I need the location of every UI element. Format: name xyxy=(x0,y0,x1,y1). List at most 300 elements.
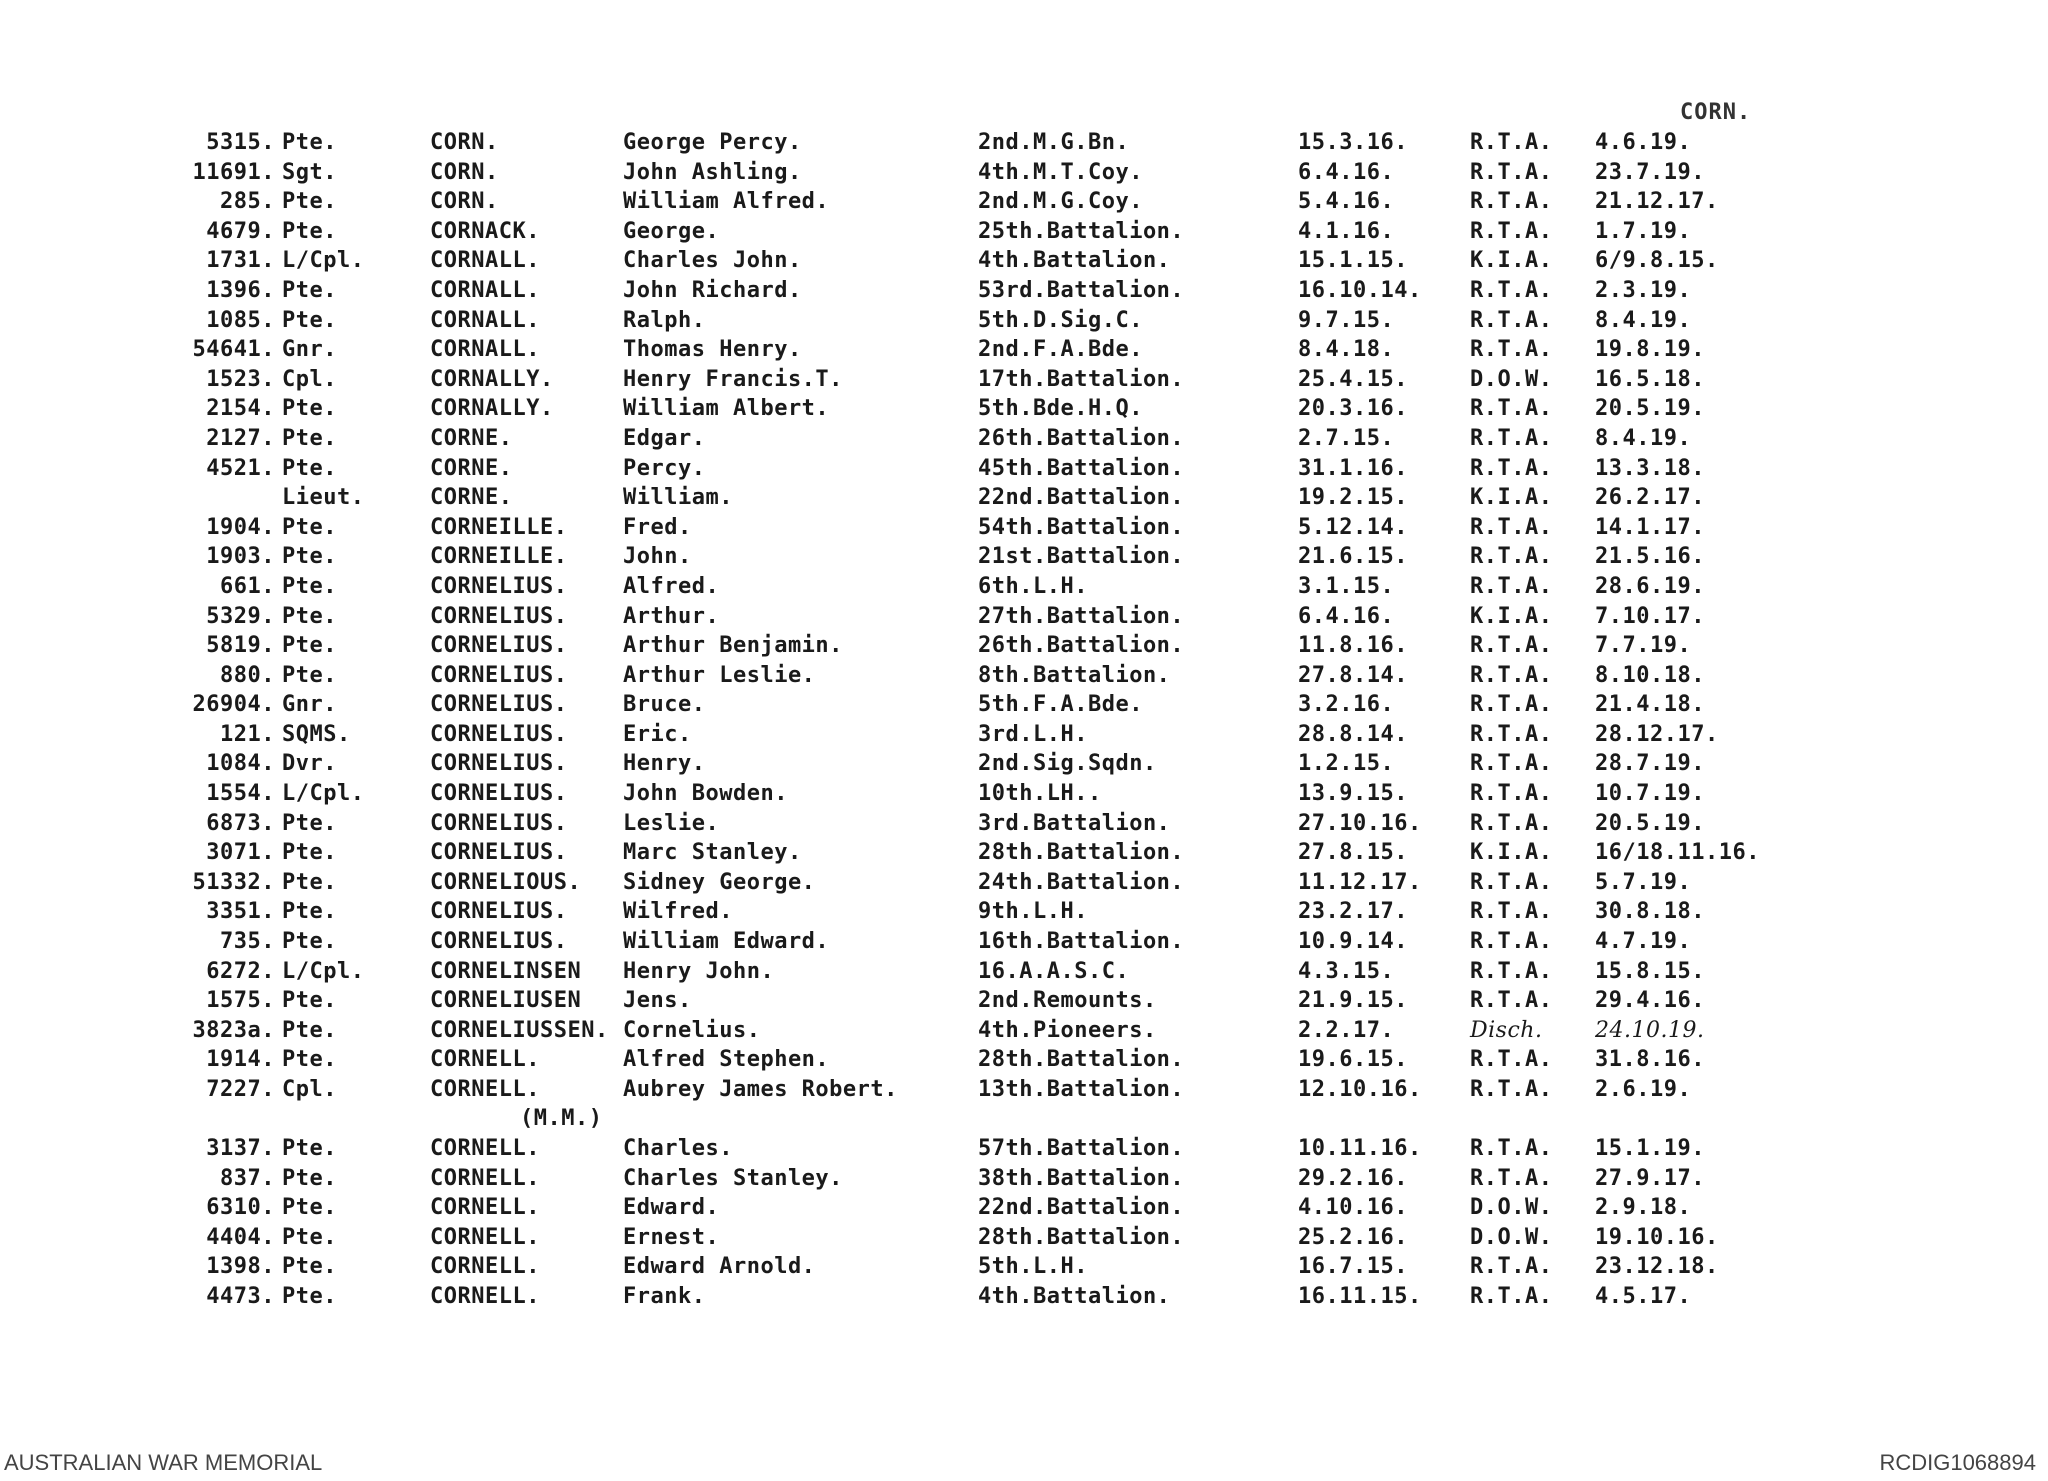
unit: 24th.Battalion. xyxy=(978,869,1185,895)
rank: Pte. xyxy=(282,869,337,895)
fate-date: 19.8.19. xyxy=(1595,337,1705,363)
fate-date: 19.10.16. xyxy=(1595,1224,1719,1250)
fate: K.I.A. xyxy=(1470,485,1553,511)
rank: Pte. xyxy=(282,455,337,481)
fate-date: 4.5.17. xyxy=(1595,1283,1692,1309)
rank: Cpl. xyxy=(282,1077,337,1102)
roll-entry xyxy=(0,1045,2048,1075)
rank: Pte. xyxy=(282,1195,337,1221)
given-names: George. xyxy=(623,218,720,244)
given-names: Jens. xyxy=(623,988,692,1014)
surname: CORNALL. xyxy=(430,277,540,303)
fate: R.T.A. xyxy=(1470,1047,1553,1073)
fate: R.T.A. xyxy=(1470,1136,1553,1161)
fate-date: 2.3.19. xyxy=(1595,277,1692,303)
rank: L/Cpl. xyxy=(282,781,365,807)
service-number: 51332. xyxy=(192,869,275,895)
unit: 2nd.Remounts. xyxy=(978,988,1157,1014)
surname: CORNELIUS. xyxy=(430,692,568,718)
enlistment-date: 5.12.14. xyxy=(1298,514,1408,540)
roll-entry xyxy=(0,394,2048,424)
given-names: William Alfred. xyxy=(623,189,830,215)
service-number: 1914. xyxy=(206,1047,275,1073)
rank: SQMS. xyxy=(282,721,351,747)
unit: 28th.Battalion. xyxy=(978,1047,1185,1073)
surname: CORNELL. xyxy=(430,1224,540,1250)
service-number: 4404. xyxy=(206,1224,275,1250)
given-names: Eric. xyxy=(623,721,692,747)
unit: 2nd.F.A.Bde. xyxy=(978,337,1143,363)
roll-entry xyxy=(0,128,2048,158)
surname: CORNELIUS. xyxy=(430,751,568,777)
given-names: Wilfred. xyxy=(623,899,733,925)
rank: Pte. xyxy=(282,573,337,599)
rank: Pte. xyxy=(282,1165,337,1191)
fate-date: 16.5.18. xyxy=(1595,366,1705,392)
fate-date: 30.8.18. xyxy=(1595,899,1705,925)
fate-date: 23.7.19. xyxy=(1595,159,1705,185)
surname: CORNE. xyxy=(430,485,513,511)
enlistment-date: 25.2.16. xyxy=(1298,1224,1408,1250)
unit: 4th.M.T.Coy. xyxy=(978,159,1143,185)
enlistment-date: 16.11.15. xyxy=(1298,1283,1422,1309)
unit: 22nd.Battalion. xyxy=(978,485,1185,511)
fate: R.T.A. xyxy=(1470,751,1553,777)
unit: 4th.Pioneers. xyxy=(978,1017,1157,1043)
roll-entry xyxy=(0,749,2048,779)
enlistment-date: 2.7.15. xyxy=(1298,425,1395,451)
given-names: Cornelius. xyxy=(623,1017,761,1043)
fate-date: 21.5.16. xyxy=(1595,544,1705,570)
enlistment-date: 5.4.16. xyxy=(1298,189,1395,215)
roll-entry xyxy=(0,602,2048,632)
service-number: 6310. xyxy=(206,1195,275,1221)
rank: Pte. xyxy=(282,189,337,215)
service-number: 6272. xyxy=(206,958,275,984)
enlistment-date: 25.4.15. xyxy=(1298,366,1408,392)
roll-entry xyxy=(0,1282,2048,1312)
surname: CORNELIUS. xyxy=(430,810,568,836)
fate: R.T.A. xyxy=(1470,1254,1553,1280)
unit: 5th.D.Sig.C. xyxy=(978,307,1143,333)
rank: Pte. xyxy=(282,929,337,955)
rank: Dvr. xyxy=(282,751,337,777)
enlistment-date: 10.11.16. xyxy=(1298,1136,1422,1161)
rank: Gnr. xyxy=(282,692,337,718)
fate-date: 16/18.11.16. xyxy=(1595,840,1760,866)
given-names: Charles John. xyxy=(623,248,802,274)
rank: Pte. xyxy=(282,899,337,925)
unit: 28th.Battalion. xyxy=(978,1224,1185,1250)
rank: L/Cpl. xyxy=(282,958,365,984)
fate: D.O.W. xyxy=(1470,1195,1553,1221)
enlistment-date: 4.3.15. xyxy=(1298,958,1395,984)
unit: 2nd.M.G.Bn. xyxy=(978,130,1130,155)
roll-entry xyxy=(0,365,2048,395)
service-number: 4521. xyxy=(206,455,275,481)
fate: R.T.A. xyxy=(1470,633,1553,659)
enlistment-date: 13.9.15. xyxy=(1298,781,1408,807)
surname: CORNEILLE. xyxy=(430,514,568,540)
given-names: Charles. xyxy=(623,1136,733,1161)
fate-date: 8.10.18. xyxy=(1595,662,1705,688)
given-names: John Ashling. xyxy=(623,159,802,185)
service-number: 3071. xyxy=(206,840,275,866)
unit: 10th.LH.. xyxy=(978,781,1102,807)
given-names: Charles Stanley. xyxy=(623,1165,843,1191)
given-names: Frank. xyxy=(623,1283,706,1309)
fate: R.T.A. xyxy=(1470,810,1553,836)
service-number: 5819. xyxy=(206,633,275,659)
fate-date: 27.9.17. xyxy=(1595,1165,1705,1191)
fate-date: 28.12.17. xyxy=(1595,721,1719,747)
fate: R.T.A. xyxy=(1470,958,1553,984)
given-names: Edward. xyxy=(623,1195,720,1221)
roll-entry xyxy=(0,1016,2048,1046)
roll-entry xyxy=(0,927,2048,957)
surname: CORNELL. xyxy=(430,1283,540,1309)
surname: CORNELL. xyxy=(430,1047,540,1073)
fate: R.T.A. xyxy=(1470,189,1553,215)
service-number: 11691. xyxy=(192,159,275,185)
surname: CORNALL. xyxy=(430,307,540,333)
given-names: John Bowden. xyxy=(623,781,788,807)
enlistment-date: 19.6.15. xyxy=(1298,1047,1408,1073)
fate-date: 10.7.19. xyxy=(1595,781,1705,807)
enlistment-date: 11.12.17. xyxy=(1298,869,1422,895)
fate: R.T.A. xyxy=(1470,130,1553,155)
roll-entry xyxy=(0,986,2048,1016)
enlistment-date: 4.1.16. xyxy=(1298,218,1395,244)
enlistment-date: 21.6.15. xyxy=(1298,544,1408,570)
service-number: 7227. xyxy=(206,1077,275,1102)
roll-entry xyxy=(0,631,2048,661)
roll-entry xyxy=(0,957,2048,987)
unit: 4th.Battalion. xyxy=(978,248,1171,274)
given-names: Alfred. xyxy=(623,573,720,599)
rank: L/Cpl. xyxy=(282,248,365,274)
enlistment-date: 10.9.14. xyxy=(1298,929,1408,955)
fate-date: 28.7.19. xyxy=(1595,751,1705,777)
unit: 54th.Battalion. xyxy=(978,514,1185,540)
surname: CORNELL. xyxy=(430,1077,540,1102)
roll-entry xyxy=(0,217,2048,247)
given-names: William Edward. xyxy=(623,929,830,955)
unit: 6th.L.H. xyxy=(978,573,1088,599)
fate-date: 21.4.18. xyxy=(1595,692,1705,718)
roll-entry xyxy=(0,897,2048,927)
rank: Pte. xyxy=(282,633,337,659)
unit: 16.A.A.S.C. xyxy=(978,958,1130,984)
service-number: 661. xyxy=(220,573,275,599)
fate: R.T.A. xyxy=(1470,425,1553,451)
unit: 5th.F.A.Bde. xyxy=(978,692,1143,718)
surname: CORNELIUS. xyxy=(430,662,568,688)
fate: R.T.A. xyxy=(1470,544,1553,570)
surname: CORNELL. xyxy=(430,1254,540,1280)
enlistment-date: 21.9.15. xyxy=(1298,988,1408,1014)
unit: 45th.Battalion. xyxy=(978,455,1185,481)
unit: 57th.Battalion. xyxy=(978,1136,1185,1161)
enlistment-date: 2.2.17. xyxy=(1298,1017,1395,1043)
footer-record-id: RCDIG1068894 xyxy=(1879,1450,2036,1475)
roll-entry xyxy=(0,661,2048,691)
unit: 27th.Battalion. xyxy=(978,603,1185,629)
surname: CORNELL. xyxy=(430,1136,540,1161)
unit: 2nd.Sig.Sqdn. xyxy=(978,751,1157,777)
enlistment-date: 6.4.16. xyxy=(1298,603,1395,629)
service-number: 3351. xyxy=(206,899,275,925)
fate-date: 23.12.18. xyxy=(1595,1254,1719,1280)
rank: Pte. xyxy=(282,1017,337,1043)
surname: CORNELIUS. xyxy=(430,929,568,955)
fate: K.I.A. xyxy=(1470,840,1553,866)
roll-entry xyxy=(0,690,2048,720)
surname: CORNELL. xyxy=(430,1165,540,1191)
service-number: 121. xyxy=(220,721,275,747)
rank: Pte. xyxy=(282,307,337,333)
enlistment-date: 3.1.15. xyxy=(1298,573,1395,599)
fate-date: 24.10.19. xyxy=(1595,1017,1705,1043)
surname: CORNALLY. xyxy=(430,396,554,422)
surname: CORNELL. xyxy=(430,1195,540,1221)
service-number: 735. xyxy=(220,929,275,955)
nominal-roll-list xyxy=(0,128,2048,1312)
given-names: William. xyxy=(623,485,733,511)
service-number: 2127. xyxy=(206,425,275,451)
fate-date: 26.2.17. xyxy=(1595,485,1705,511)
service-number: 54641. xyxy=(192,337,275,363)
roll-entry xyxy=(0,246,2048,276)
fate: R.T.A. xyxy=(1470,455,1553,481)
enlistment-date: 20.3.16. xyxy=(1298,396,1408,422)
fate: R.T.A. xyxy=(1470,1165,1553,1191)
rank: Pte. xyxy=(282,1047,337,1073)
enlistment-date: 27.8.15. xyxy=(1298,840,1408,866)
surname: CORN. xyxy=(430,159,499,185)
rank: Cpl. xyxy=(282,366,337,392)
given-names: George Percy. xyxy=(623,130,802,155)
given-names: Edward Arnold. xyxy=(623,1254,816,1280)
given-names: Henry. xyxy=(623,751,706,777)
rank: Sgt. xyxy=(282,159,337,185)
service-number: 880. xyxy=(220,662,275,688)
fate-date: 21.12.17. xyxy=(1595,189,1719,215)
fate-date: 7.7.19. xyxy=(1595,633,1692,659)
service-number: 1903. xyxy=(206,544,275,570)
roll-entry xyxy=(0,306,2048,336)
fate-date: 13.3.18. xyxy=(1595,455,1705,481)
enlistment-date: 6.4.16. xyxy=(1298,159,1395,185)
fate: R.T.A. xyxy=(1470,159,1553,185)
surname: CORNELIUS. xyxy=(430,603,568,629)
rank: Pte. xyxy=(282,603,337,629)
footer-institution: AUSTRALIAN WAR MEMORIAL xyxy=(4,1450,323,1475)
fate-date: 15.1.19. xyxy=(1595,1136,1705,1161)
given-names: John Richard. xyxy=(623,277,802,303)
fate-date: 8.4.19. xyxy=(1595,425,1692,451)
rank: Pte. xyxy=(282,810,337,836)
given-names: John. xyxy=(623,544,692,570)
fate-date: 28.6.19. xyxy=(1595,573,1705,599)
fate: R.T.A. xyxy=(1470,869,1553,895)
rank: Pte. xyxy=(282,1254,337,1280)
fate-date: 15.8.15. xyxy=(1595,958,1705,984)
fate: R.T.A. xyxy=(1470,1283,1553,1309)
fate-date: 4.7.19. xyxy=(1595,929,1692,955)
service-number: 5315. xyxy=(206,130,275,155)
rank: Pte. xyxy=(282,1283,337,1309)
unit: 53rd.Battalion. xyxy=(978,277,1185,303)
service-number: 1575. xyxy=(206,988,275,1014)
enlistment-date: 15.1.15. xyxy=(1298,248,1408,274)
fate: R.T.A. xyxy=(1470,514,1553,540)
given-names: Arthur. xyxy=(623,603,720,629)
fate: D.O.W. xyxy=(1470,366,1553,392)
given-names: Fred. xyxy=(623,514,692,540)
enlistment-date: 27.10.16. xyxy=(1298,810,1422,836)
unit: 25th.Battalion. xyxy=(978,218,1185,244)
roll-entry xyxy=(0,572,2048,602)
surname: CORN. xyxy=(430,130,499,155)
fate: R.T.A. xyxy=(1470,337,1553,363)
fate-date: 29.4.16. xyxy=(1595,988,1705,1014)
unit: 8th.Battalion. xyxy=(978,662,1171,688)
roll-entry xyxy=(0,424,2048,454)
surname: CORNELIUSEN xyxy=(430,988,582,1014)
rank: Pte. xyxy=(282,662,337,688)
fate-date: 5.7.19. xyxy=(1595,869,1692,895)
given-names: Alfred Stephen. xyxy=(623,1047,830,1073)
fate: R.T.A. xyxy=(1470,218,1553,244)
given-names: Bruce. xyxy=(623,692,706,718)
fate: R.T.A. xyxy=(1470,899,1553,925)
fate-date: 8.4.19. xyxy=(1595,307,1692,333)
roll-entry xyxy=(0,187,2048,217)
service-number: 1554. xyxy=(206,781,275,807)
surname: CORNEILLE. xyxy=(430,544,568,570)
surname: CORNELINSEN xyxy=(430,958,582,984)
fate-date: 2.6.19. xyxy=(1595,1077,1692,1102)
fate: R.T.A. xyxy=(1470,721,1553,747)
roll-entry xyxy=(0,335,2048,365)
roll-entry xyxy=(0,720,2048,750)
given-names: Arthur Leslie. xyxy=(623,662,816,688)
roll-entry xyxy=(0,1223,2048,1253)
fate: K.I.A. xyxy=(1470,248,1553,274)
enlistment-date: 29.2.16. xyxy=(1298,1165,1408,1191)
surname: CORNELIUS. xyxy=(430,781,568,807)
unit: 3rd.Battalion. xyxy=(978,810,1171,836)
enlistment-date: 11.8.16. xyxy=(1298,633,1408,659)
roll-entry xyxy=(0,276,2048,306)
enlistment-date: 16.10.14. xyxy=(1298,277,1422,303)
given-names: Percy. xyxy=(623,455,706,481)
fate-date: 14.1.17. xyxy=(1595,514,1705,540)
roll-entry xyxy=(0,1134,2048,1164)
service-number: 1523. xyxy=(206,366,275,392)
fate: R.T.A. xyxy=(1470,692,1553,718)
enlistment-date: 16.7.15. xyxy=(1298,1254,1408,1280)
fate: R.T.A. xyxy=(1470,988,1553,1014)
roll-entry xyxy=(0,1252,2048,1282)
service-number: 26904. xyxy=(192,692,275,718)
fate-date: 20.5.19. xyxy=(1595,396,1705,422)
fate-date: 31.8.16. xyxy=(1595,1047,1705,1073)
roll-entry xyxy=(0,513,2048,543)
roll-entry xyxy=(0,454,2048,484)
unit: 22nd.Battalion. xyxy=(978,1195,1185,1221)
roll-entry xyxy=(0,838,2048,868)
award-note: (M.M.) xyxy=(520,1106,603,1131)
service-number: 4679. xyxy=(206,218,275,244)
roll-entry xyxy=(0,1075,2048,1134)
given-names: William Albert. xyxy=(623,396,830,422)
service-number: 837. xyxy=(220,1165,275,1191)
surname: CORNE. xyxy=(430,425,513,451)
unit: 3rd.L.H. xyxy=(978,721,1088,747)
rank: Pte. xyxy=(282,425,337,451)
rank: Pte. xyxy=(282,988,337,1014)
roll-entry xyxy=(0,779,2048,809)
rank: Pte. xyxy=(282,544,337,570)
unit: 5th.Bde.H.Q. xyxy=(978,396,1143,422)
surname: CORNELIUS. xyxy=(430,633,568,659)
surname: CORNELIUS. xyxy=(430,840,568,866)
fate: R.T.A. xyxy=(1470,277,1553,303)
fate-date: 4.6.19. xyxy=(1595,130,1692,155)
enlistment-date: 23.2.17. xyxy=(1298,899,1408,925)
service-number: 1904. xyxy=(206,514,275,540)
unit: 13th.Battalion. xyxy=(978,1077,1185,1102)
given-names: Ernest. xyxy=(623,1224,720,1250)
given-names: Aubrey James Robert. xyxy=(623,1077,898,1102)
fate-date: 2.9.18. xyxy=(1595,1195,1692,1221)
unit: 17th.Battalion. xyxy=(978,366,1185,392)
roll-entry xyxy=(0,483,2048,513)
enlistment-date: 9.7.15. xyxy=(1298,307,1395,333)
given-names: Arthur Benjamin. xyxy=(623,633,843,659)
fate: K.I.A. xyxy=(1470,603,1553,629)
given-names: Edgar. xyxy=(623,425,706,451)
service-number: 3137. xyxy=(206,1136,275,1161)
rank: Pte. xyxy=(282,218,337,244)
roll-entry xyxy=(0,542,2048,572)
enlistment-date: 8.4.18. xyxy=(1298,337,1395,363)
surname: CORNALL. xyxy=(430,337,540,363)
service-number: 3823a. xyxy=(192,1017,275,1043)
surname: CORNELIUS. xyxy=(430,573,568,599)
surname: CORNELIUS. xyxy=(430,721,568,747)
rank: Pte. xyxy=(282,277,337,303)
page-header-code: CORN. xyxy=(1680,100,1752,125)
rank: Gnr. xyxy=(282,337,337,363)
surname: CORNELIUSSEN. xyxy=(430,1017,609,1043)
given-names: Henry Francis.T. xyxy=(623,366,843,392)
given-names: Marc Stanley. xyxy=(623,840,802,866)
unit: 5th.L.H. xyxy=(978,1254,1088,1280)
enlistment-date: 31.1.16. xyxy=(1298,455,1408,481)
fate-date: 7.10.17. xyxy=(1595,603,1705,629)
fate: R.T.A. xyxy=(1470,1077,1553,1102)
fate-date: 6/9.8.15. xyxy=(1595,248,1719,274)
fate: Disch. xyxy=(1470,1017,1543,1043)
given-names: Sidney George. xyxy=(623,869,816,895)
rank: Pte. xyxy=(282,514,337,540)
service-number: 6873. xyxy=(206,810,275,836)
surname: CORN. xyxy=(430,189,499,215)
unit: 2nd.M.G.Coy. xyxy=(978,189,1143,215)
